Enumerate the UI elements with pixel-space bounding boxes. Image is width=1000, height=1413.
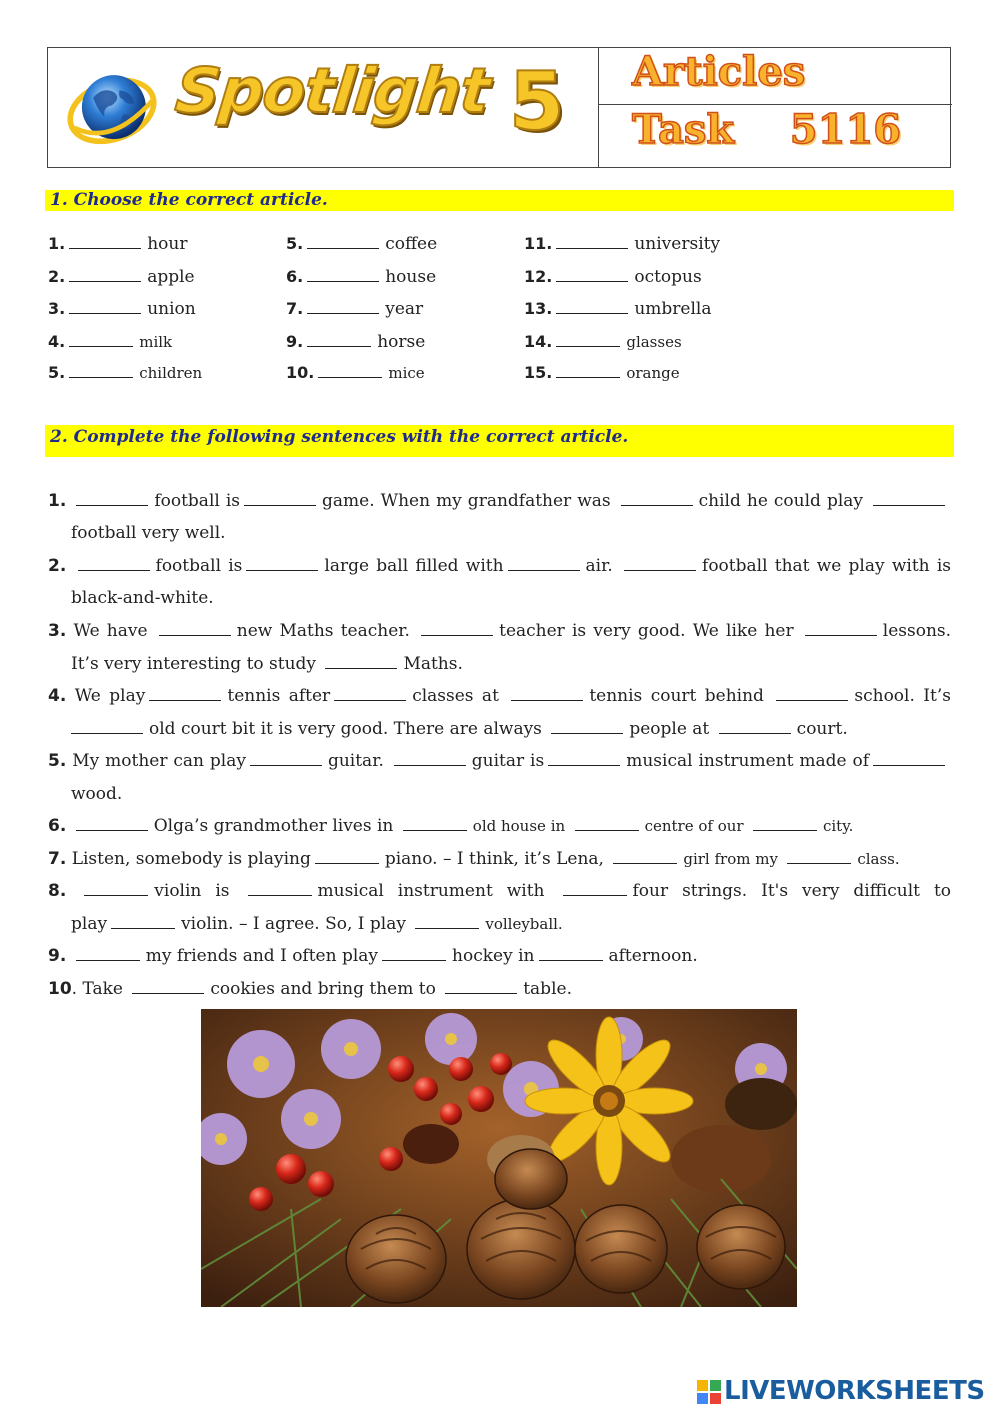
sentence-6: 6. Olga’s grandmother lives in old house in centre of our city. — [48, 816, 854, 836]
autumn-still-life-photo — [201, 1009, 797, 1307]
answer-blank[interactable] — [76, 816, 148, 831]
answer-blank[interactable] — [873, 491, 945, 506]
answer-blank[interactable] — [719, 719, 791, 734]
sentence-1-cont: football very well. — [71, 523, 226, 543]
answer-blank[interactable] — [250, 751, 322, 766]
answer-blank[interactable] — [548, 751, 620, 766]
answer-blank[interactable] — [556, 332, 620, 347]
sentence-2: 2. football is large ball filled with air. football that we play with is — [48, 556, 951, 576]
answer-blank[interactable] — [69, 234, 141, 249]
answer-blank[interactable] — [511, 686, 583, 701]
answer-blank[interactable] — [78, 556, 150, 571]
sentence-9: 9. my friends and I often play hockey in afternoon. — [48, 946, 698, 966]
answer-blank[interactable] — [307, 234, 379, 249]
answer-blank[interactable] — [307, 299, 379, 314]
answer-blank[interactable] — [403, 816, 467, 831]
list-item: 5. coffee — [286, 234, 438, 254]
answer-blank[interactable] — [334, 686, 406, 701]
list-item: 12. octopus — [524, 267, 702, 287]
answer-blank[interactable] — [556, 234, 628, 249]
liveworksheets-logo-icon — [697, 1380, 721, 1404]
sentence-2-cont: black-and-white. — [71, 588, 214, 608]
section-2-heading: 2. Complete the following sentences with the correct article. — [45, 425, 954, 457]
list-item: 13. umbrella — [524, 299, 712, 319]
logo-number: 5 — [509, 55, 565, 148]
answer-blank[interactable] — [421, 621, 493, 636]
logo-wordmark: Spotlight — [172, 54, 493, 127]
answer-blank[interactable] — [69, 299, 141, 314]
sentence-1: 1. football is game. When my grandfather was child he could play — [48, 490, 951, 512]
answer-blank[interactable] — [556, 363, 620, 378]
sentence-4-cont: old court bit it is very good. There are always people at court. — [71, 718, 951, 740]
answer-blank[interactable] — [307, 267, 379, 282]
sentence-5-cont: wood. — [71, 784, 123, 804]
answer-blank[interactable] — [787, 849, 851, 864]
answer-blank[interactable] — [246, 556, 318, 571]
task-number: Task 5116 — [632, 106, 902, 153]
answer-blank[interactable] — [445, 979, 517, 994]
answer-blank[interactable] — [415, 914, 479, 929]
list-item: 10. mice — [286, 363, 425, 382]
answer-blank[interactable] — [382, 946, 446, 961]
answer-blank[interactable] — [111, 914, 175, 929]
answer-blank[interactable] — [159, 621, 231, 636]
answer-blank[interactable] — [69, 332, 133, 347]
answer-blank[interactable] — [307, 332, 371, 347]
answer-blank[interactable] — [394, 751, 466, 766]
list-item: 9. horse — [286, 332, 426, 352]
list-item: 3. union — [48, 299, 196, 319]
answer-blank[interactable] — [76, 946, 140, 961]
answer-blank[interactable] — [621, 491, 693, 506]
answer-blank[interactable] — [315, 849, 379, 864]
list-item: 5. children — [48, 363, 203, 382]
answer-blank[interactable] — [508, 556, 580, 571]
answer-blank[interactable] — [624, 556, 696, 571]
answer-blank[interactable] — [556, 267, 628, 282]
answer-blank[interactable] — [69, 267, 141, 282]
sentence-4: 4. We play tennis after classes at tennis court behind school. It’s — [48, 686, 951, 706]
header-divider — [599, 104, 952, 105]
sentence-10: 10. Take cookies and bring them to table. — [48, 979, 572, 999]
answer-blank[interactable] — [753, 816, 817, 831]
section-1-heading: 1. Choose the correct article. — [45, 190, 954, 211]
answer-blank[interactable] — [318, 363, 382, 378]
list-item: 2. apple — [48, 267, 195, 287]
answer-blank[interactable] — [805, 621, 877, 636]
list-item: 4. milk — [48, 332, 173, 351]
answer-blank[interactable] — [873, 751, 945, 766]
sentence-3-cont: It’s very interesting to study Maths. — [71, 654, 463, 674]
list-item: 7. year — [286, 299, 424, 319]
sentence-3: 3. We have new Maths teacher. teacher is very good. We like her lessons. — [48, 621, 952, 641]
list-item: 1. hour — [48, 234, 188, 254]
list-item: 14. glasses — [524, 332, 682, 351]
list-item: 11. university — [524, 234, 721, 254]
worksheet-title: Articles — [632, 48, 806, 95]
answer-blank[interactable] — [613, 849, 677, 864]
answer-blank[interactable] — [69, 363, 133, 378]
answer-blank[interactable] — [563, 881, 627, 896]
list-item: 15. orange — [524, 363, 680, 382]
sentence-5: 5. My mother can play guitar. guitar is musical instrument made of — [48, 750, 951, 772]
answer-blank[interactable] — [132, 979, 204, 994]
photo-illustration — [201, 1009, 797, 1307]
answer-blank[interactable] — [149, 686, 221, 701]
sentence-8: 8. violin is musical instrument with four strings. It's very difficult to — [48, 881, 952, 901]
list-item: 6. house — [286, 267, 437, 287]
answer-blank[interactable] — [248, 881, 312, 896]
answer-blank[interactable] — [76, 491, 148, 506]
answer-blank[interactable] — [575, 816, 639, 831]
answer-blank[interactable] — [551, 719, 623, 734]
answer-blank[interactable] — [244, 491, 316, 506]
answer-blank[interactable] — [84, 881, 148, 896]
answer-blank[interactable] — [539, 946, 603, 961]
sentence-7: 7. Listen, somebody is playing piano. – I think, it’s Lena, girl from my class. — [48, 849, 900, 869]
liveworksheets-brand[interactable]: LIVEWORKSHEETS — [724, 1376, 985, 1406]
sentence-8-cont: play violin. – I agree. So, I play volleyball. — [71, 914, 563, 934]
answer-blank[interactable] — [776, 686, 848, 701]
logo-cell — [48, 48, 599, 167]
answer-blank[interactable] — [556, 299, 628, 314]
answer-blank[interactable] — [325, 654, 397, 669]
answer-blank[interactable] — [71, 719, 143, 734]
globe-icon — [64, 62, 160, 156]
